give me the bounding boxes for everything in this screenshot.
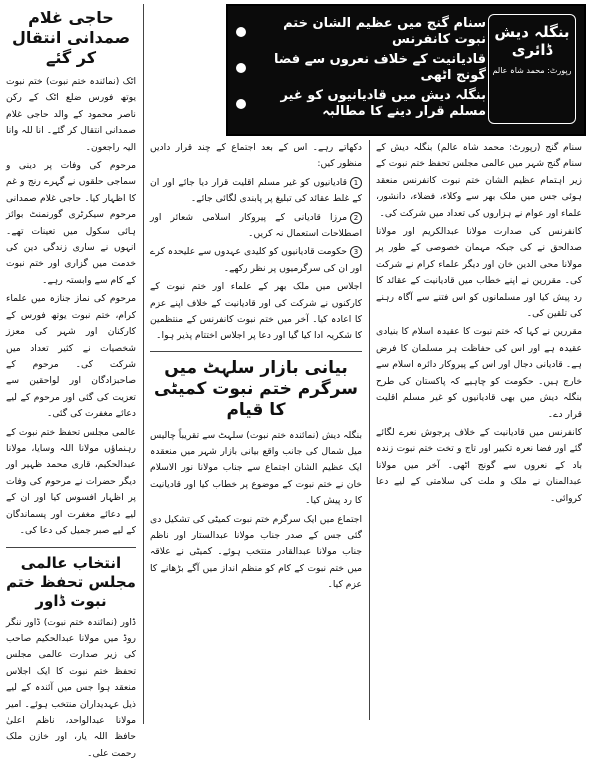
- article-headline: حاجی غلام صمدانی انتقال کر گئے: [11, 8, 131, 67]
- article-paragraph: مرحوم کی وفات پر دینی و سماجی حلقوں نے گہرے رنج و غم کا اظہار کیا۔ حاجی غلام صمدانی مرحوم سیکرٹری گورنمنٹ بوائز ہائی سکول میں تعینات تھے۔ انہوں نے ساری زندگی دین کی خدمت میں گزاری اور ختم نبوت کے کام سے وابستہ رہے۔: [6, 160, 136, 286]
- logo-title: بنگلہ دیش ڈائری: [494, 23, 570, 59]
- article-paragraph: مرحوم کی نماز جنازہ میں علماء کرام، ختم نبوت یوتھ فورس کے کارکنان اور شہر کی معزز شخصیات نے کثیر تعداد میں شرکت کی۔ مرحوم کے صاحبزادگان اور لواحقین سے تعزیت کی گئی اور مرحوم کے لیے دعائے مغفرت کی گئی۔: [6, 293, 136, 420]
- right-column: [376, 140, 582, 720]
- bullet-icon: [236, 27, 246, 37]
- resolution-item: 3حکومت قادیانیوں کو کلیدی عہدوں سے علیحدہ کرے اور ان کی سرگرمیوں پر نظر رکھے۔: [150, 246, 362, 274]
- article-paragraph: ڈاور (نمائندہ ختم نبوت) ڈاور ننگر روڈ میں مولانا عبدالحکیم صاحب کی زیر صدارت عالمی مجلس تحفظ ختم نبوت کا ایک اجلاس منعقد ہوا جس میں آئندہ کے لیے ذیل عہدیداران منتخب ہوئے۔ امیر مولانا عبدالواحد، ناظم اعلیٰ حافظ اللہ یار، اور خازن ملک رحمت علی۔: [6, 616, 136, 759]
- left-column: [6, 4, 136, 759]
- bangladesh-diary-logo: [488, 14, 576, 124]
- bullet-icon: [236, 99, 246, 109]
- article-paragraph: سنام گنج (رپورٹ: محمد شاہ عالم) بنگلہ دیش کے سنام گنج شہر میں عالمی مجلس تحفظ ختم نبوت کے زیر اہتمام عظیم الشان ختم نبوت کانفرنس منعقد ہوئی جس میں ملک بھر سے وکلاء، فضلاء، دانشور، علماء اور عوام نے ہزاروں کی تعداد میں شرکت کی۔: [376, 142, 582, 219]
- resolution-item: 1قادیانیوں کو غیر مسلم اقلیت قرار دیا جائے اور ان کے غلط عقائد کی تبلیغ پر پابندی لگائی جائے۔: [150, 176, 362, 205]
- bullet-icon: [236, 63, 246, 73]
- conference-banner: [226, 4, 586, 136]
- article-headline: انتخاب عالمی مجلس تحفظ ختم نبوت ڈاور: [6, 547, 136, 610]
- banner-headline: بنگلہ دیش میں قادیانیوں کو غیر مسلم قرار دینے کا مطالبہ: [236, 86, 486, 122]
- article-paragraph: اٹک (نمائندہ ختم نبوت) ختم نبوت یوتھ فورس ضلع اٹک کے رکن ناصر محمود کے والد حاجی غلام صمدانی انتقال کر گئے۔ انا للہ وانا الیہ راجعون۔: [6, 76, 136, 153]
- article-paragraph: کانفرنس کی صدارت مولانا عبدالکریم اور مولانا صدالحق نے کی جبکہ مہمان خصوصی کے طور پر مولانا محی الدین خان اور دیگر علماء کرام نے شرکت کی۔ مقررین نے اپنے خطاب میں قادیانیت کے عقائد کا رد پیش کیا اور مسلمانوں کو اس فتنے سے آگاہ رہنے کی تلقین کی۔: [376, 226, 582, 320]
- banner-headline: سنام گنج میں عظیم الشان ختم نبوت کانفرنس: [236, 14, 486, 50]
- article-paragraph: اجلاس میں ملک بھر کے علماء اور ختم نبوت کے کارکنوں نے شرکت کی اور قادیانیت کے خلاف اپنے عزم کا اعادہ کیا۔ آخر میں ختم نبوت کانفرنس کے منتظمین کا شکریہ ادا کیا گیا اور دعا پر اجلاس اختتام پذیر ہوا۔: [150, 281, 362, 342]
- logo-subtitle: رپورٹ: محمد شاہ عالم: [492, 66, 572, 75]
- banner-headlines: [236, 14, 486, 122]
- article-paragraph: بنگلہ دیش (نمائندہ ختم نبوت) سلہٹ سے تقریباً چالیس میل شمال کی جانب واقع بیانی بازار شہر میں منعقدہ ایک عظیم الشان اجتماع سے جناب مولانا نور الاسلام خان نے ختم نبوت کے موضوع پر خطاب کیا اور قادیانیت کا رد پیش کیا۔: [150, 429, 362, 507]
- article-paragraph: اجتماع میں ایک سرگرم ختم نبوت کمیٹی کی تشکیل دی گئی جس کے صدر جناب مولانا عبدالستار اور ناظم جناب مولانا عبدالقادر منتخب ہوئے۔ کمیٹی نے علاقہ میں ختم نبوت کے کام کو منظم انداز میں آگے بڑھانے کا عزم کیا۔: [150, 513, 362, 591]
- number-badge: 2: [350, 212, 362, 224]
- column-divider: [369, 140, 370, 720]
- column-divider: [143, 4, 144, 724]
- article-paragraph: کانفرنس میں قادیانیت کے خلاف پرجوش نعرے لگائے گئے اور فضا نعرہ تکبیر اور تاج و تخت ختم نبوت زندہ باد کے نعروں سے گونج اٹھی۔ آخر میں مولانا عبدالمنان نے ملک و ملت کی سلامتی کے لیے دعا کروائی۔: [376, 426, 582, 504]
- article-paragraph: مقررین نے کہا کہ ختم نبوت کا عقیدہ اسلام کا بنیادی عقیدہ ہے اور اس کی حفاظت ہر مسلمان کا فرض ہے۔ قادیانی دجال اور اس کے پیروکار دائرہ اسلام سے خارج ہیں۔ حکومت کو چاہیے کہ پاکستان کی طرح بنگلہ دیش میں بھی قادیانیوں کو غیر مسلم اقلیت قرار دے۔: [376, 326, 582, 420]
- article-headline: بیانی بازار سلہٹ میں سرگرم ختم نبوت کمیٹی کا قیام: [150, 351, 362, 422]
- number-badge: 3: [350, 246, 362, 258]
- number-badge: 1: [350, 177, 362, 189]
- resolution-item: 2مرزا قادیانی کے پیروکار اسلامی شعائر اور اصطلاحات استعمال نہ کریں۔: [150, 211, 362, 240]
- banner-headline: قادیانیت کے خلاف نعروں سے فضا گونج اٹھی: [236, 50, 486, 86]
- article-paragraph: عالمی مجلس تحفظ ختم نبوت کے رہنماؤں مولانا اللہ وسایا، مولانا عبدالحکیم، قاری محمد ظہیر اور دیگر حضرات نے مرحوم کی وفات پر اظہار افسوس کیا اور ان کے لیے دعائے مغفرت اور پسماندگان کے لیے صبر جمیل کی دعا کی۔: [6, 426, 136, 536]
- article-paragraph: دکھاتے رہے۔ اس کے بعد اجتماع کے چند قرار دادیں منظور کیں:: [150, 142, 362, 170]
- middle-column: [150, 140, 362, 720]
